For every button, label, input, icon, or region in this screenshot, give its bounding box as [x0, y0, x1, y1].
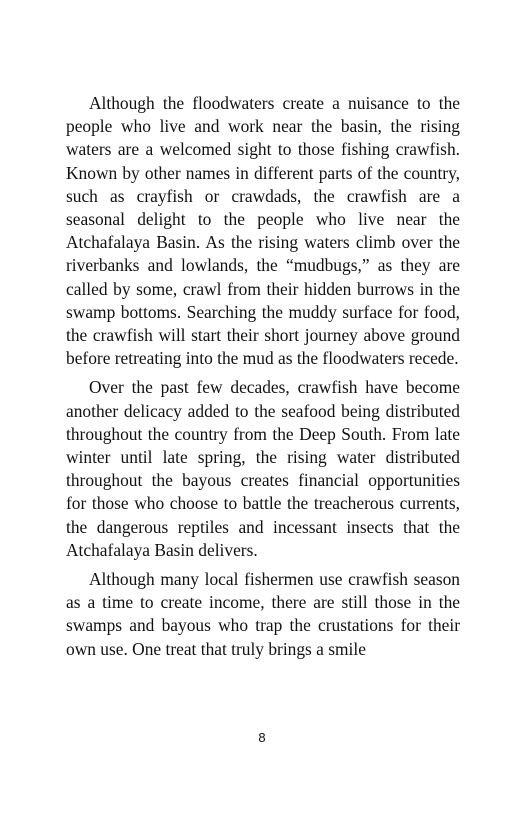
paragraph-1: Although the floodwaters create a nuisance to the people who live and work near the basin, the rising waters are a welcomed sight to those fishing crawfish. Known by other names in different parts of the country, such as crayfish or crawdads, the crawfish are a seasonal delight to the people who live near the Atchafalaya Basin. As the rising waters climb over the riverbanks and lowlands, the “mudbugs,” as they are called by some, crawl from their hidden burrows in the swamp bottoms. Searching the muddy surface for food, the crawfish will start their short journey above ground before retreating into the mud as the floodwaters recede.	[66, 93, 460, 369]
paragraph-2: Over the past few decades, crawfish have become another delicacy added to the seafood being distributed throughout the country from the Deep South. From late winter until late spring, the rising water distributed throughout the bayous creates financial opportunities for those who choose to battle the treacherous currents, the dangerous reptiles and incessant insects that the Atchafalaya Basin delivers.	[66, 377, 460, 560]
paragraph-3: Although many local fishermen use crawfish season as a time to create income, there are still those in the swamps and bayous who trap the crustations for their own use. One treat that truly brings a smile	[66, 569, 460, 659]
body-text	[66, 92, 460, 667]
page-number: 8	[258, 730, 266, 745]
